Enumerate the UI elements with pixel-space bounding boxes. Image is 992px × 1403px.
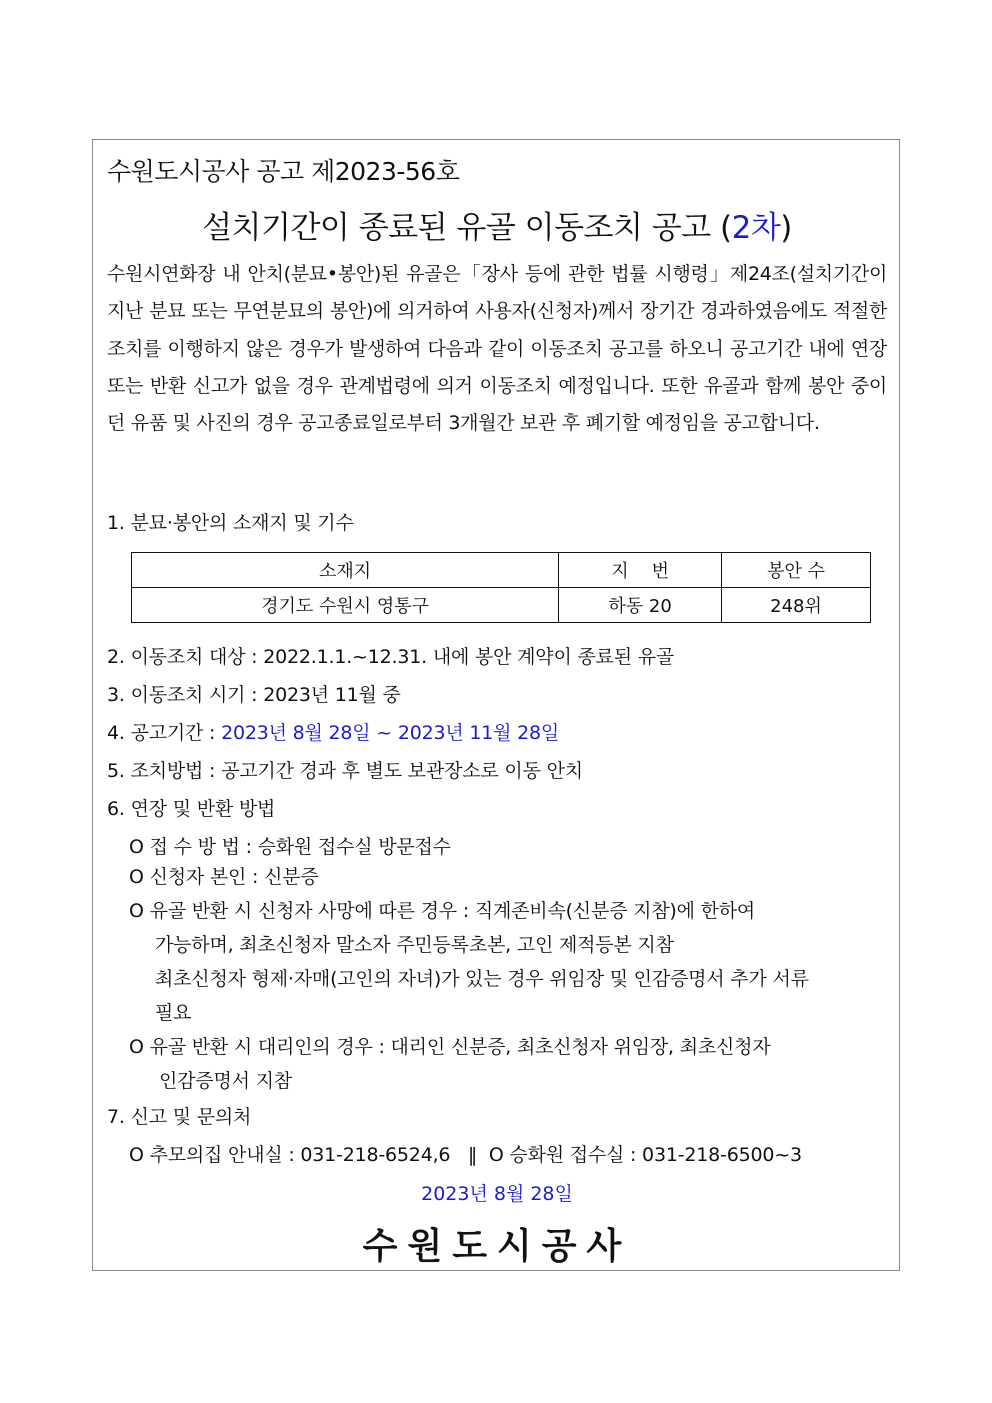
table-cell: 248위 [722,588,871,623]
notice-date: 2023년 8월 28일 [421,1183,573,1205]
table-cell: 하동 20 [559,588,722,623]
title-close: ) [780,210,792,246]
section-1-heading: 1. 분묘·봉안의 소재지 및 기수 [107,512,354,534]
notice-number: 수원도시공사 공고 제2023-56호 [107,157,460,186]
section-3: 3. 이동조치 시기 : 2023년 11월 중 [107,684,401,706]
table-row [132,588,871,623]
title-round: 2차 [731,210,781,246]
section-5: 5. 조치방법 : 공고기간 경과 후 별도 보관장소로 이동 안치 [107,760,583,782]
organization-name: 수원도시공사 [362,1226,632,1267]
method-item-cont: 최초신청자 형제·자매(고인의 자녀)가 있는 경우 위임장 및 인감증명서 추가 서류 [155,968,809,990]
notice-frame [92,139,900,1271]
table-cell: 경기도 수원시 영통구 [132,588,559,623]
notice-title [93,202,901,247]
table-header: 소재지 [132,553,559,588]
contact-info: O 추모의집 안내실 : 031-218-6524,6 ‖ O 승화원 접수실 : 031-218-6500~3 [129,1144,802,1166]
intro-paragraph: 수원시연화장 내 안치(분묘•봉안)된 유골은「장사 등에 관한 법률 시행령」제24조(설치기간이 지난 분묘 또는 무연분묘의 봉안)에 의거하여 사용자(신청자)께서 장기간 경과하였음에도 적절한 조치를 이행하지 않은 경우가 발생하여 다음과 같이 이동조치 공고를 하오니 공고기간 내에 연장 또는 반환 신고가 없을 경우 관계법령에 의거 이동조치 예정입니다. 또한 유골과 함께 봉안 중이던 유품 및 사진의 경우 공고종료일로부터 3개월간 보관 후 폐기할 예정임을 공고합니다. [107,263,887,435]
method-item: O 유골 반환 시 신청자 사망에 따른 경우 : 직계존비속(신분증 지참)에 한하여 [129,900,756,922]
table-header: 지 번 [559,553,722,588]
method-item: O 접 수 방 법 : 승화원 접수실 방문접수 [129,836,451,858]
section-4-label: 4. 공고기간 : [107,722,222,744]
title-main: 설치기간이 종료된 유골 이동조치 공고 ( [202,210,732,246]
location-table [131,552,871,623]
table-header-row [132,553,871,588]
section-4 [107,718,559,745]
section-2: 2. 이동조치 대상 : 2022.1.1.~12.31. 내에 봉안 계약이 종료된 유골 [107,646,675,668]
table-header: 봉안 수 [722,553,871,588]
section-6-heading: 6. 연장 및 반환 방법 [107,798,276,820]
method-item-cont: 필요 [155,1002,192,1024]
method-item: O 유골 반환 시 대리인의 경우 : 대리인 신분증, 최초신청자 위임장, 최초신청자 [129,1036,771,1058]
method-item-cont: 가능하며, 최초신청자 말소자 주민등록초본, 고인 제적등본 지참 [155,934,674,956]
notice-period: 2023년 8월 28일 ~ 2023년 11월 28일 [221,722,560,744]
section-7-heading: 7. 신고 및 문의처 [107,1106,252,1128]
method-item-cont: 인감증명서 지참 [159,1070,292,1092]
method-item: O 신청자 본인 : 신분증 [129,866,319,888]
